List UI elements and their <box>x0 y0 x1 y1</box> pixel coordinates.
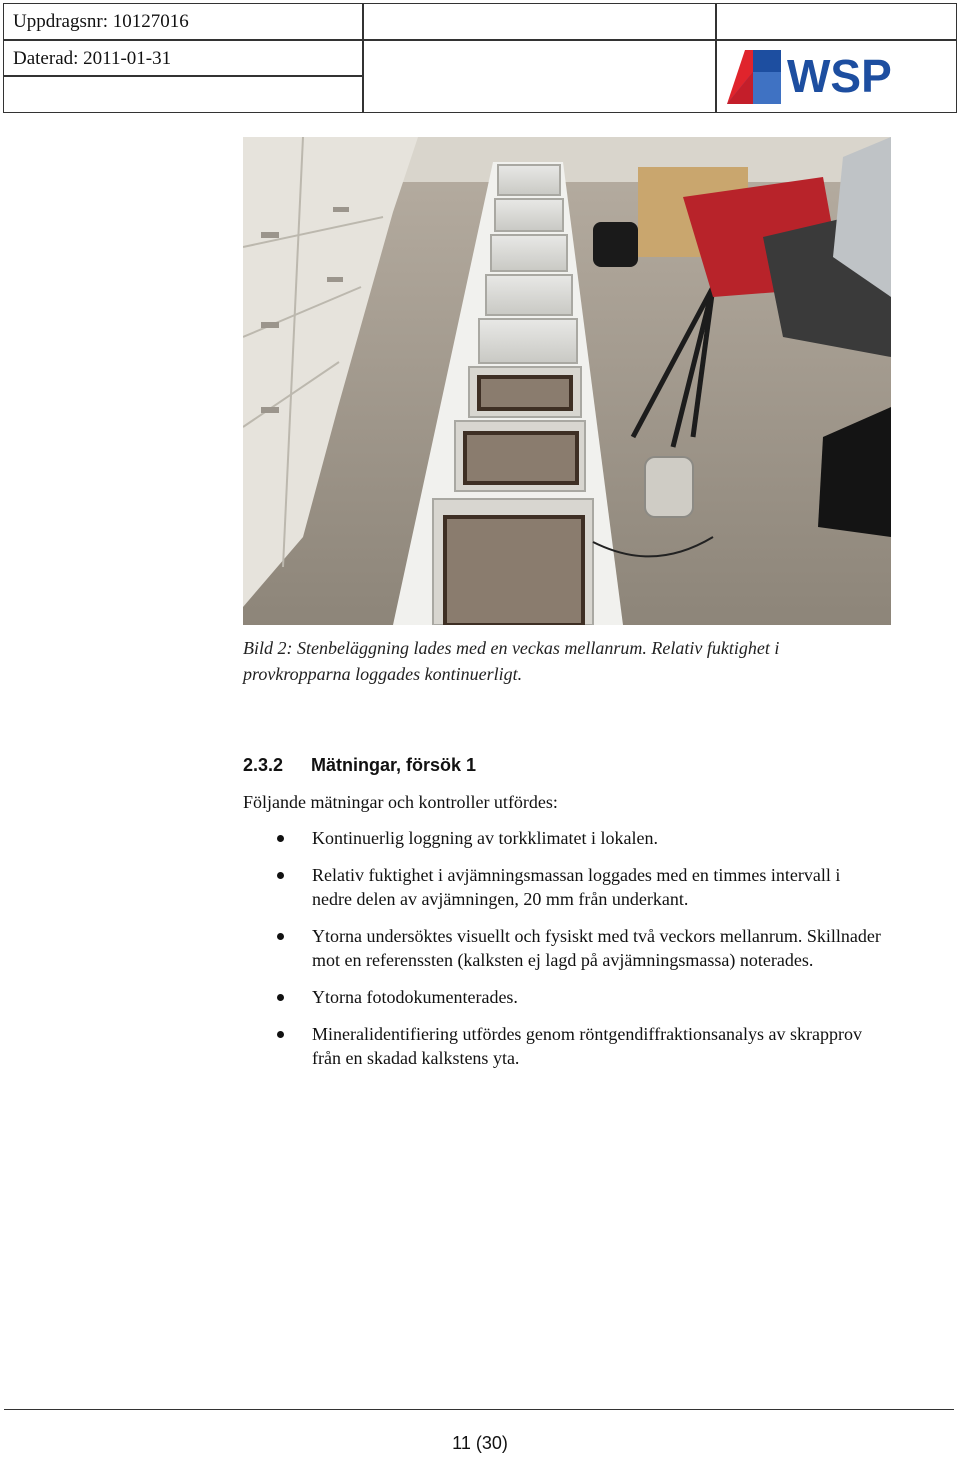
list-item: Kontinuerlig loggning av torkklimatet i lokalen. <box>243 826 883 850</box>
measurement-list <box>243 826 883 1083</box>
header-cell-right-top <box>716 3 957 40</box>
bullet-icon <box>277 835 284 842</box>
section-intro: Följande mätningar och kontroller utfördes: <box>243 792 558 812</box>
bullet-icon <box>277 994 284 1001</box>
bullet-icon <box>277 1031 284 1038</box>
document-date: Daterad: 2011-01-31 <box>13 48 172 69</box>
footer-divider <box>4 1409 954 1410</box>
section-number: 2.3.2 <box>243 755 284 775</box>
header-cell-empty <box>3 76 363 113</box>
header-cell-middle-top <box>363 3 716 40</box>
list-item: Relativ fuktighet i avjämningsmassan loggades med en timmes intervall i nedre delen av avjämningen, 20 mm från underkant. <box>243 863 883 911</box>
list-item: Ytorna fotodokumenterades. <box>243 985 883 1009</box>
bullet-icon <box>277 872 284 879</box>
list-item: Mineralidentifiering utfördes genom röntgendiffraktionsanalys av skrapprov från en skadad kalkstens yta. <box>243 1022 883 1070</box>
section-title: Mätningar, försök 1 <box>311 755 477 775</box>
bullet-icon <box>277 933 284 940</box>
header-cell-middle-bottom <box>363 40 716 113</box>
wsp-logo <box>723 42 923 106</box>
list-item: Ytorna undersöktes visuellt och fysiskt med två veckors mellanrum. Skillnader mot en referenssten (kalksten ej lagd på avjämningsmassa) noterades. <box>243 924 883 972</box>
page-number: 11 (30) <box>452 1433 508 1453</box>
logo-wordmark: WSP <box>787 50 892 102</box>
section-heading <box>243 754 476 776</box>
lab-photo <box>243 137 891 625</box>
order-number: Uppdragsnr: 10127016 <box>13 11 189 32</box>
figure-caption: Bild 2: Stenbeläggning lades med en veckas mellanrum. Relativ fuktighet i provkropparna loggades kontinuerligt. <box>243 638 780 684</box>
